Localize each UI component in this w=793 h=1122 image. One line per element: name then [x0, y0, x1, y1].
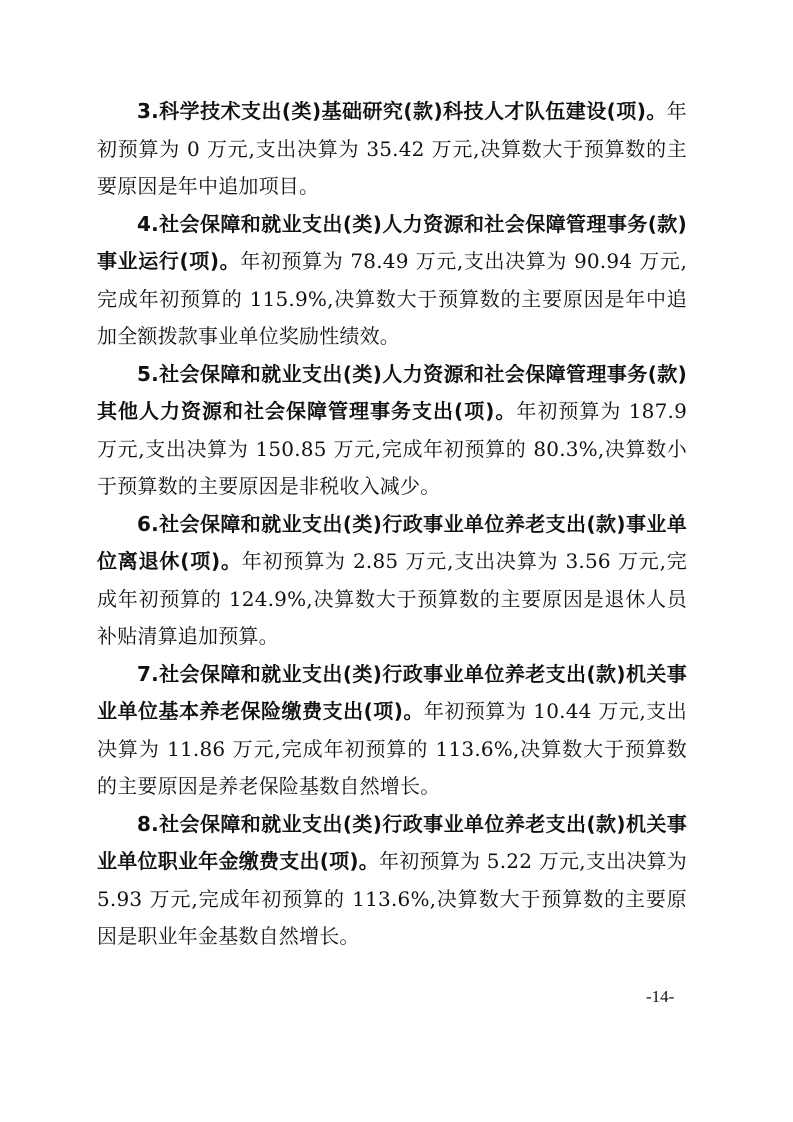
- paragraph-4: [97, 206, 687, 356]
- paragraph-4-heading: 4.社会保障和就业支出(类)人力资源和社会保障管理事务(款)事业运行(项)。: [97, 211, 687, 273]
- paragraph-8-heading: 8.社会保障和就业支出(类)行政事业单位养老支出(款)机关事业单位职业年金缴费支出(项)。: [97, 811, 687, 873]
- paragraph-6-body: 年初预算为 2.85 万元,支出决算为 3.56 万元,完成年初预算的 124.9%,决算数大于预算数的主要原因是退休人员补贴清算追加预算。: [97, 549, 687, 648]
- paragraph-5-heading: 5.社会保障和就业支出(类)人力资源和社会保障管理事务(款)其他人力资源和社会保障管理事务支出(项)。: [97, 361, 687, 423]
- paragraph-8-body: 年初预算为 5.22 万元,支出决算为 5.93 万元,完成年初预算的 113.6%,决算数大于预算数的主要原因是职业年金基数自然增长。: [97, 849, 688, 948]
- paragraph-7-heading: 7.社会保障和就业支出(类)行政事业单位养老支出(款)机关事业单位基本养老保险缴费支出(项)。: [97, 661, 687, 723]
- paragraph-7-body: 年初预算为 10.44 万元,支出决算为 11.86 万元,完成年初预算的 113.6%,决算数大于预算数的主要原因是养老保险基数自然增长。: [97, 699, 687, 798]
- page-number: -14-: [646, 987, 675, 1006]
- paragraph-5-body: 年初预算为 187.9 万元,支出决算为 150.85 万元,完成年初预算的 80.3%,决算数小于预算数的主要原因是非税收入减少。: [97, 399, 687, 498]
- paragraph-3: [97, 93, 687, 206]
- paragraph-6: [97, 506, 687, 656]
- paragraph-4-body: 年初预算为 78.49 万元,支出决算为 90.94 万元,完成年初预算的 115.9%,决算数大于预算数的主要原因是年中追加全额拨款事业单位奖励性绩效。: [97, 249, 687, 348]
- paragraph-3-body: 年初预算为 0 万元,支出决算为 35.42 万元,决算数大于预算数的主要原因是年中追加项目。: [97, 99, 687, 198]
- paragraph-8: [97, 806, 687, 956]
- paragraph-5: [97, 356, 687, 506]
- paragraph-7: [97, 656, 687, 806]
- paragraph-6-heading: 6.社会保障和就业支出(类)行政事业单位养老支出(款)事业单位离退休(项)。: [97, 511, 687, 573]
- paragraph-3-heading: 3.科学技术支出(类)基础研究(款)科技人才队伍建设(项)。: [137, 99, 667, 123]
- document-page: [97, 93, 687, 956]
